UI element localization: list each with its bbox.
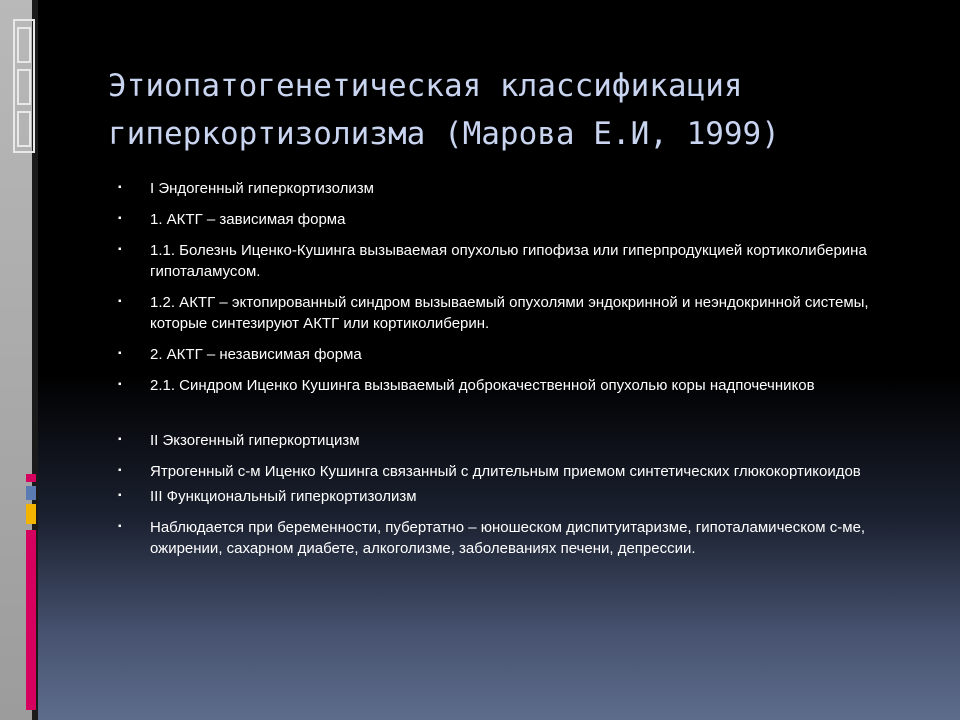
list-item — [118, 344, 898, 365]
list-item-text: 1.1. Болезнь Иценко-Кушинга вызываемая опухолью гипофиза или гиперпродукцией кортиколиберина гипоталамусом. — [150, 242, 867, 280]
list-item-text: Наблюдается при беременности, пубертатно – юношеском диспитуитаризме, гипоталамическом с-ме, ожирении, сахарном диабете, алкоголизме, заболеваниях печени, депрессии. — [150, 519, 866, 557]
bullet-icon: ▪ — [118, 213, 122, 224]
bullet-icon: ▪ — [118, 465, 122, 476]
list-item — [118, 178, 898, 199]
list-item-text: III Функциональный гиперкортизолизм — [150, 488, 417, 505]
bullet-icon: ▪ — [118, 296, 122, 307]
bullet-icon: ▪ — [118, 182, 122, 193]
list-item — [118, 461, 898, 482]
list-item-text: II Экзогенный гиперкортицизм — [150, 432, 360, 449]
list-item — [118, 292, 898, 334]
bullet-icon: ▪ — [118, 244, 122, 255]
bullet-icon: ▪ — [118, 434, 122, 445]
accent-bar-yellow — [26, 504, 36, 524]
slide-title — [108, 62, 908, 158]
slide-title-line-1: Этиопатогенетическая классификация — [108, 68, 743, 104]
list-item — [118, 375, 898, 396]
bullet-icon: ▪ — [118, 348, 122, 359]
list-item — [118, 517, 898, 559]
list-item — [118, 240, 898, 282]
list-item-text: 1. АКТГ – зависимая форма — [150, 211, 346, 228]
list-item-text: Ятрогенный с-м Иценко Кушинга связанный с длительным приемом синтетических глюкокортикоидов — [150, 463, 861, 480]
list-item-text: 2. АКТГ – независимая форма — [150, 346, 362, 363]
bullet-icon: ▪ — [118, 490, 122, 501]
slide-title-line-2: гиперкортизолизма (Марова Е.И, 1999) — [108, 116, 780, 152]
bullet-icon: ▪ — [118, 379, 122, 390]
bullet-icon: ▪ — [118, 521, 122, 532]
list-item-text: 1.2. АКТГ – эктопированный синдром вызываемый опухолями эндокринной и неэндокринной системы, которые синтезируют АКТГ или кортиколиберин. — [150, 294, 869, 332]
list-item-text: 2.1. Синдром Иценко Кушинга вызываемый доброкачественной опухолью коры надпочечников — [150, 377, 815, 394]
bullet-list — [118, 178, 898, 569]
list-item — [118, 209, 898, 230]
accent-bar-magenta-bottom — [26, 530, 36, 710]
list-item-text: I Эндогенный гиперкортизолизм — [150, 180, 374, 197]
list-item — [118, 430, 898, 451]
accent-bar-magenta-top — [26, 474, 36, 482]
accent-bar-blue — [26, 486, 36, 500]
list-item — [118, 486, 898, 507]
window-frame-icon — [12, 18, 36, 154]
